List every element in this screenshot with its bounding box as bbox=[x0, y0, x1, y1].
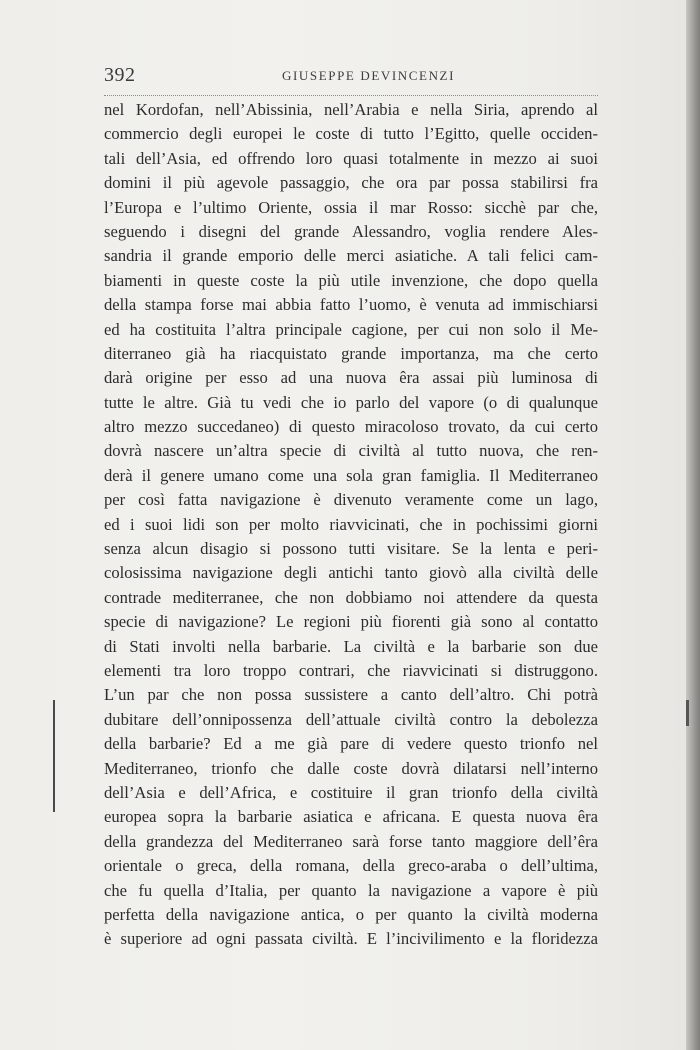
text-line: biamenti in queste coste la più utile invenzione, che dopo quella bbox=[104, 270, 598, 290]
text-line: l’Europa e l’ultimo Oriente, ossia il mar Rosso: sicchè par che, bbox=[104, 197, 598, 217]
text-line: che fu quella d’Italia, per quanto la navigazione a vapore è più bbox=[104, 880, 598, 900]
text-line: elementi tra loro troppo contrari, che riavvicinati si distruggono. bbox=[104, 660, 598, 680]
text-line: di Stati involti nella barbarie. La civiltà e la barbarie son due bbox=[104, 636, 598, 656]
text-line: contrade mediterranee, che non dobbiamo noi attendere da questa bbox=[104, 587, 598, 607]
text-line: ed ha costituita l’altra principale cagione, per cui non solo il Me- bbox=[104, 319, 598, 339]
margin-pencil-mark bbox=[53, 700, 55, 812]
text-line: darà origine per esso ad una nuova êra assai più luminosa di bbox=[104, 368, 598, 388]
text-line: domini il più agevole passaggio, che ora par possa stabilirsi fra bbox=[104, 173, 598, 193]
text-line: dubitare dell’onnipossenza dell’attuale civiltà contro la debolezza bbox=[104, 709, 598, 729]
text-line: è superiore ad ogni passata civiltà. E l’incivilimento e la floridezza bbox=[104, 929, 598, 949]
text-line: sandria il grande emporio delle merci asiatiche. A tali felici cam- bbox=[104, 246, 598, 266]
text-line: seguendo i disegni del grande Alessandro, voglia rendere Ales- bbox=[104, 221, 598, 241]
text-line: derà il genere umano come una sola gran famiglia. Il Mediterraneo bbox=[104, 465, 598, 485]
text-line: della grandezza del Mediterraneo sarà forse tanto maggiore dell’êra bbox=[104, 831, 598, 851]
text-line: altro mezzo succedaneo) di questo miracoloso trovato, da cui certo bbox=[104, 417, 598, 437]
text-line: europea sopra la barbarie asiatica e africana. E questa nuova êra bbox=[104, 807, 598, 827]
text-line: della barbarie? Ed a me già pare di vedere questo trionfo nel bbox=[104, 734, 598, 754]
text-line: orientale o greca, della romana, della greco-araba o dell’ultima, bbox=[104, 856, 598, 876]
text-line: per così fatta navigazione è divenuto veramente come un lago, bbox=[104, 490, 598, 510]
text-line: perfetta della navigazione antica, o per quanto la civiltà moderna bbox=[104, 904, 598, 924]
text-line: Mediterraneo, trionfo che dalle coste dovrà dilatarsi nell’interno bbox=[104, 758, 598, 778]
text-line: senza alcun disagio si possono tutti visitare. Se la lenta e peri- bbox=[104, 539, 598, 559]
text-line: L’un par che non possa sussistere a canto dell’altro. Chi potrà bbox=[104, 685, 598, 705]
text-line: tutte le altre. Già tu vedi che io parlo del vapore (o di qualunque bbox=[104, 392, 598, 412]
text-line: ed i suoi lidi son per molto riavvicinati, che in pochissimi giorni bbox=[104, 514, 598, 534]
running-head: GIUSEPPE DEVINCENZI bbox=[282, 68, 456, 83]
text-line: dovrà nascere un’altra specie di civiltà al tutto nuova, che ren- bbox=[104, 441, 598, 461]
text-line: della stampa forse mai abbia fatto l’uomo, è venuta ad immischiarsi bbox=[104, 295, 598, 315]
page-edge bbox=[686, 0, 700, 1050]
text-line: specie di navigazione? Le regioni più fiorenti già sono al contatto bbox=[104, 612, 598, 632]
header-rule bbox=[104, 95, 598, 96]
page-number: 392 bbox=[104, 64, 136, 86]
edge-mark bbox=[686, 700, 689, 726]
text-line: colosissima navigazione degli antichi tanto giovò alla civiltà delle bbox=[104, 563, 598, 583]
body-text bbox=[104, 98, 598, 952]
text-line: nel Kordofan, nell’Abissinia, nell’Arabia e nella Siria, aprendo al bbox=[104, 100, 598, 119]
text-line: diterraneo già ha riacquistato grande importanza, ma che certo bbox=[104, 343, 598, 363]
text-line: tali dell’Asia, ed offrendo loro quasi totalmente in mezzo ai suoi bbox=[104, 148, 598, 168]
page-header bbox=[104, 62, 598, 98]
text-line: commercio degli europei le coste di tutto l’Egitto, quelle occiden- bbox=[104, 124, 598, 144]
text-line: dell’Asia e dell’Africa, e costituire il gran trionfo della civiltà bbox=[104, 782, 598, 802]
